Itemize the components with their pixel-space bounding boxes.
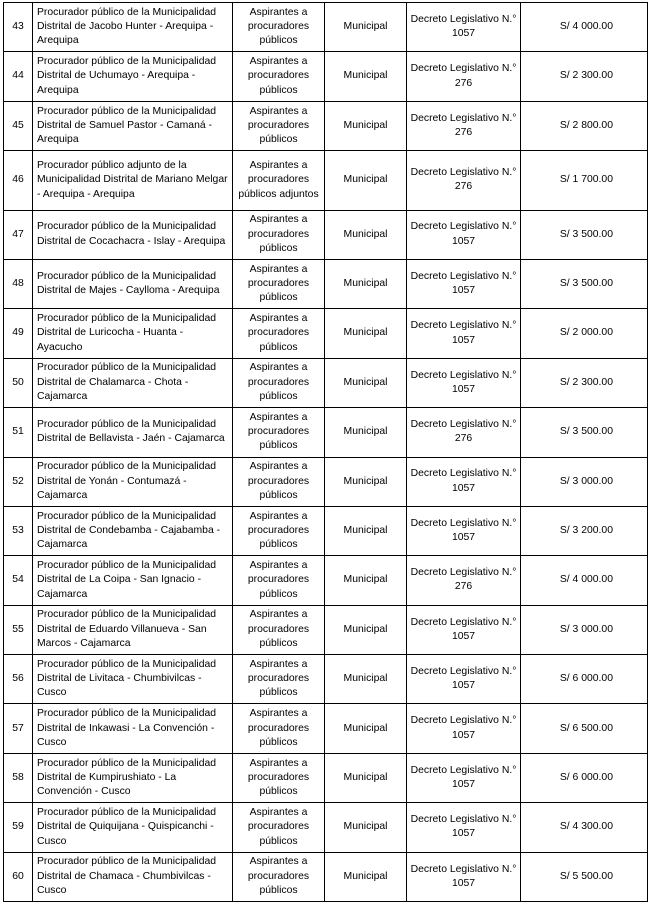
position-cell: Procurador público de la Municipalidad Distrital de Uchumayo - Arequipa - Arequipa <box>33 52 233 101</box>
position-cell: Procurador público de la Municipalidad Distrital de Luricocha - Huanta - Ayacucho <box>33 309 233 358</box>
applicants-cell: Aspirantes a procuradores públicos <box>233 3 325 52</box>
level-cell: Municipal <box>325 753 407 802</box>
row-number: 56 <box>4 655 33 704</box>
row-number: 49 <box>4 309 33 358</box>
position-cell: Procurador público de la Municipalidad Distrital de Kumpirushiato - La Convención - Cusco <box>33 753 233 802</box>
row-number: 53 <box>4 506 33 555</box>
regime-cell: Decreto Legislativo N.° 1057 <box>407 605 521 654</box>
salary-cell: S/ 4 300.00 <box>521 803 648 852</box>
regime-cell: Decreto Legislativo N.° 1057 <box>407 753 521 802</box>
salary-cell: S/ 1 700.00 <box>521 151 648 210</box>
table-row <box>4 408 648 457</box>
position-cell: Procurador público de la Municipalidad Distrital de Cocachacra - Islay - Arequipa <box>33 210 233 259</box>
applicants-cell: Aspirantes a procuradores públicos <box>233 101 325 150</box>
regime-cell: Decreto Legislativo N.° 1057 <box>407 3 521 52</box>
applicants-cell: Aspirantes a procuradores públicos <box>233 506 325 555</box>
applicants-cell: Aspirantes a procuradores públicos <box>233 803 325 852</box>
table-row <box>4 151 648 210</box>
procuradores-table <box>3 2 648 902</box>
regime-cell: Decreto Legislativo N.° 1057 <box>407 309 521 358</box>
row-number: 51 <box>4 408 33 457</box>
table-row <box>4 753 648 802</box>
position-cell: Procurador público de la Municipalidad Distrital de Majes - Caylloma - Arequipa <box>33 259 233 308</box>
table-row <box>4 852 648 901</box>
level-cell: Municipal <box>325 556 407 605</box>
regime-cell: Decreto Legislativo N.° 1057 <box>407 358 521 407</box>
applicants-cell: Aspirantes a procuradores públicos <box>233 259 325 308</box>
level-cell: Municipal <box>325 358 407 407</box>
applicants-cell: Aspirantes a procuradores públicos adjuntos <box>233 151 325 210</box>
regime-cell: Decreto Legislativo N.° 276 <box>407 556 521 605</box>
row-number: 59 <box>4 803 33 852</box>
position-cell: Procurador público de la Municipalidad Distrital de Jacobo Hunter - Arequipa - Arequipa <box>33 3 233 52</box>
table-row <box>4 101 648 150</box>
level-cell: Municipal <box>325 309 407 358</box>
salary-cell: S/ 4 000.00 <box>521 556 648 605</box>
level-cell: Municipal <box>325 3 407 52</box>
regime-cell: Decreto Legislativo N.° 1057 <box>407 655 521 704</box>
applicants-cell: Aspirantes a procuradores públicos <box>233 52 325 101</box>
row-number: 58 <box>4 753 33 802</box>
level-cell: Municipal <box>325 101 407 150</box>
position-cell: Procurador público de la Municipalidad Distrital de Quiquijana - Quispicanchi - Cusco <box>33 803 233 852</box>
regime-cell: Decreto Legislativo N.° 1057 <box>407 457 521 506</box>
position-cell: Procurador público de la Municipalidad Distrital de Inkawasi - La Convención - Cusco <box>33 704 233 753</box>
table-row <box>4 803 648 852</box>
position-cell: Procurador público de la Municipalidad Distrital de Chalamarca - Chota - Cajamarca <box>33 358 233 407</box>
table-body <box>4 3 648 902</box>
position-cell: Procurador público de la Municipalidad Distrital de Chamaca - Chumbivilcas - Cusco <box>33 852 233 901</box>
table-row <box>4 457 648 506</box>
table-row <box>4 556 648 605</box>
level-cell: Municipal <box>325 457 407 506</box>
table-row <box>4 506 648 555</box>
salary-cell: S/ 4 000.00 <box>521 3 648 52</box>
row-number: 46 <box>4 151 33 210</box>
salary-cell: S/ 5 500.00 <box>521 852 648 901</box>
regime-cell: Decreto Legislativo N.° 276 <box>407 408 521 457</box>
level-cell: Municipal <box>325 506 407 555</box>
position-cell: Procurador público de la Municipalidad Distrital de Samuel Pastor - Camaná - Arequipa <box>33 101 233 150</box>
position-cell: Procurador público de la Municipalidad Distrital de Yonán - Contumazá - Cajamarca <box>33 457 233 506</box>
level-cell: Municipal <box>325 52 407 101</box>
applicants-cell: Aspirantes a procuradores públicos <box>233 753 325 802</box>
regime-cell: Decreto Legislativo N.° 276 <box>407 52 521 101</box>
salary-cell: S/ 6 000.00 <box>521 655 648 704</box>
regime-cell: Decreto Legislativo N.° 1057 <box>407 803 521 852</box>
row-number: 55 <box>4 605 33 654</box>
regime-cell: Decreto Legislativo N.° 1057 <box>407 704 521 753</box>
table-row <box>4 52 648 101</box>
level-cell: Municipal <box>325 151 407 210</box>
row-number: 48 <box>4 259 33 308</box>
position-cell: Procurador público de la Municipalidad Distrital de Bellavista - Jaén - Cajamarca <box>33 408 233 457</box>
applicants-cell: Aspirantes a procuradores públicos <box>233 605 325 654</box>
position-cell: Procurador público de la Municipalidad Distrital de Livitaca - Chumbivilcas - Cusco <box>33 655 233 704</box>
salary-cell: S/ 2 800.00 <box>521 101 648 150</box>
level-cell: Municipal <box>325 704 407 753</box>
table-row <box>4 309 648 358</box>
regime-cell: Decreto Legislativo N.° 1057 <box>407 210 521 259</box>
salary-cell: S/ 3 500.00 <box>521 408 648 457</box>
regime-cell: Decreto Legislativo N.° 1057 <box>407 506 521 555</box>
table-row <box>4 605 648 654</box>
regime-cell: Decreto Legislativo N.° 1057 <box>407 259 521 308</box>
row-number: 54 <box>4 556 33 605</box>
row-number: 57 <box>4 704 33 753</box>
level-cell: Municipal <box>325 210 407 259</box>
row-number: 60 <box>4 852 33 901</box>
salary-cell: S/ 6 000.00 <box>521 753 648 802</box>
applicants-cell: Aspirantes a procuradores públicos <box>233 408 325 457</box>
applicants-cell: Aspirantes a procuradores públicos <box>233 457 325 506</box>
level-cell: Municipal <box>325 803 407 852</box>
row-number: 47 <box>4 210 33 259</box>
table-row <box>4 3 648 52</box>
level-cell: Municipal <box>325 259 407 308</box>
salary-cell: S/ 3 500.00 <box>521 210 648 259</box>
applicants-cell: Aspirantes a procuradores públicos <box>233 358 325 407</box>
row-number: 52 <box>4 457 33 506</box>
salary-cell: S/ 3 500.00 <box>521 259 648 308</box>
applicants-cell: Aspirantes a procuradores públicos <box>233 210 325 259</box>
row-number: 44 <box>4 52 33 101</box>
level-cell: Municipal <box>325 408 407 457</box>
salary-cell: S/ 2 300.00 <box>521 358 648 407</box>
regime-cell: Decreto Legislativo N.° 1057 <box>407 852 521 901</box>
regime-cell: Decreto Legislativo N.° 276 <box>407 151 521 210</box>
salary-cell: S/ 3 200.00 <box>521 506 648 555</box>
applicants-cell: Aspirantes a procuradores públicos <box>233 556 325 605</box>
level-cell: Municipal <box>325 655 407 704</box>
row-number: 50 <box>4 358 33 407</box>
level-cell: Municipal <box>325 605 407 654</box>
regime-cell: Decreto Legislativo N.° 276 <box>407 101 521 150</box>
table-row <box>4 210 648 259</box>
salary-cell: S/ 2 300.00 <box>521 52 648 101</box>
row-number: 43 <box>4 3 33 52</box>
applicants-cell: Aspirantes a procuradores públicos <box>233 655 325 704</box>
applicants-cell: Aspirantes a procuradores públicos <box>233 309 325 358</box>
table-row <box>4 358 648 407</box>
table-row <box>4 704 648 753</box>
table-row <box>4 259 648 308</box>
salary-cell: S/ 3 000.00 <box>521 457 648 506</box>
position-cell: Procurador público de la Municipalidad Distrital de Condebamba - Cajabamba - Cajamarca <box>33 506 233 555</box>
table-row <box>4 655 648 704</box>
position-cell: Procurador público de la Municipalidad Distrital de La Coipa - San Ignacio - Cajamarca <box>33 556 233 605</box>
applicants-cell: Aspirantes a procuradores públicos <box>233 852 325 901</box>
row-number: 45 <box>4 101 33 150</box>
applicants-cell: Aspirantes a procuradores públicos <box>233 704 325 753</box>
salary-cell: S/ 2 000.00 <box>521 309 648 358</box>
salary-cell: S/ 3 000.00 <box>521 605 648 654</box>
position-cell: Procurador público adjunto de la Municipalidad Distrital de Mariano Melgar - Arequipa - Arequipa <box>33 151 233 210</box>
position-cell: Procurador público de la Municipalidad Distrital de Eduardo Villanueva - San Marcos - Cajamarca <box>33 605 233 654</box>
level-cell: Municipal <box>325 852 407 901</box>
salary-cell: S/ 6 500.00 <box>521 704 648 753</box>
